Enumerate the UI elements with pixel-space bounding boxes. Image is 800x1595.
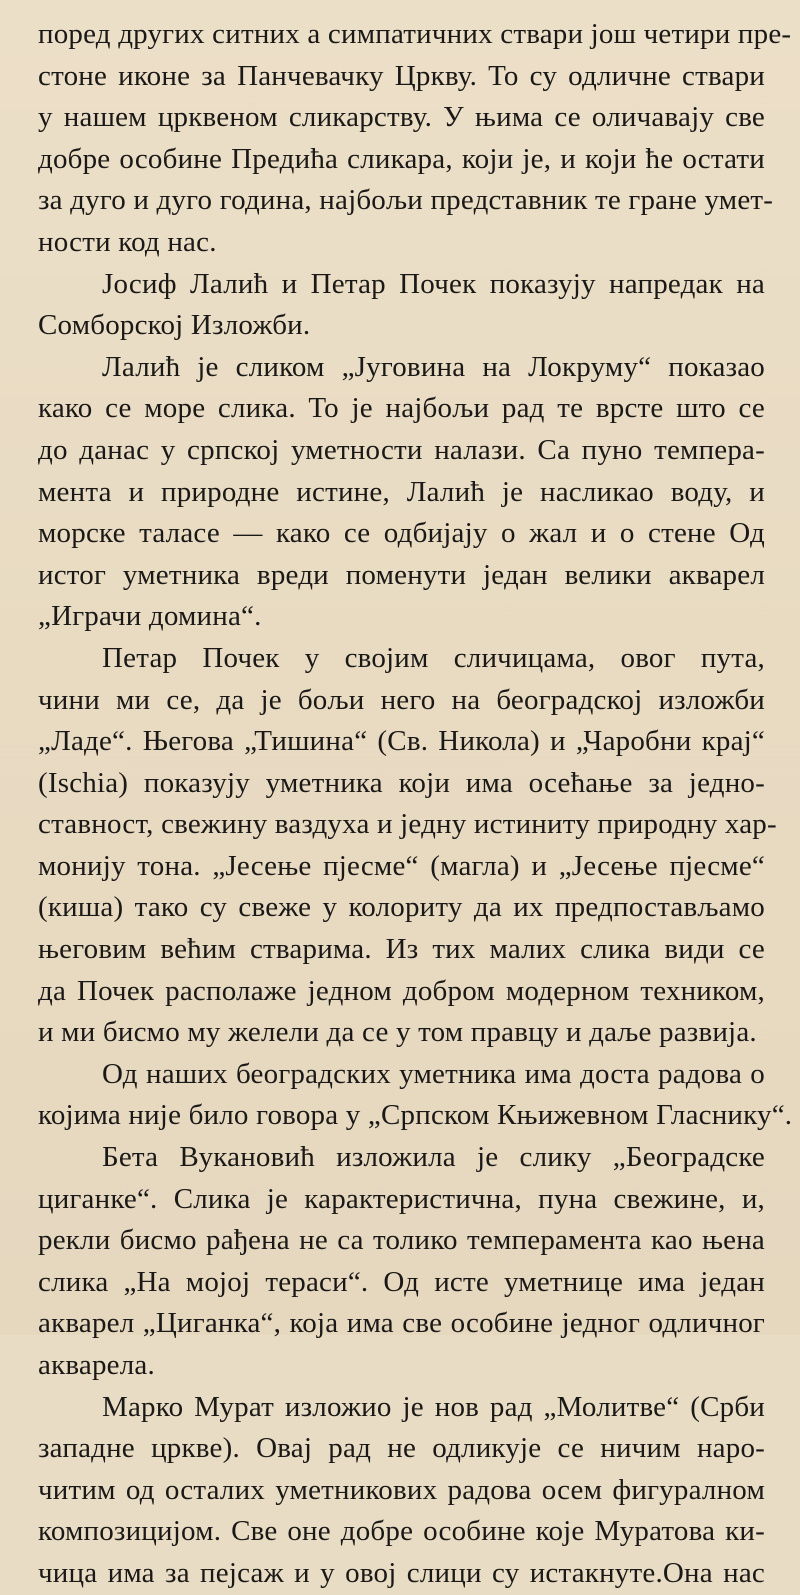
text-line: Лалић је сликом „Југовина на Локруму“ показао — [102, 350, 765, 383]
text-line: како се море слика. То је најбољи рад те врсте што се — [38, 392, 765, 425]
text-line: Од наших београдских уметника има доста радова о — [102, 1057, 765, 1090]
text-line: за дуго и дуго година, најбољи представник те гране умет- — [38, 184, 774, 217]
text-line: (киша) тако су свеже у колориту да их предпостављамо — [38, 891, 765, 924]
text-line: до данас у српској уметности налази. Са пуно темпера- — [38, 433, 765, 466]
text-line: истог уметника вреди поменути један велики акварел — [38, 558, 765, 591]
page-text-body — [0, 14, 800, 1595]
text-line: Сомборској Изложби. — [38, 309, 311, 342]
text-line: „Играчи домина“. — [38, 600, 262, 633]
text-line: (Ischia) показују уметника који има осећање за једно- — [38, 766, 765, 799]
text-line: ности код нас. — [38, 225, 217, 258]
text-line: морске таласе — како се одбијају о жал и о стене Од — [38, 517, 765, 550]
text-line: западне цркве). Овај рад не одликује се ничим наро- — [38, 1432, 765, 1465]
text-line: чини ми се, да је бољи него на београдској изложби — [38, 683, 765, 716]
text-line: да Почек располаже једном добром модерном техником, — [38, 974, 765, 1007]
text-line: акварел „Циганка“, која има све особине једног одличног — [38, 1307, 765, 1340]
text-line: „Ладе“. Његова „Тишина“ (Св. Никола) и „Чаробни крај“ — [38, 725, 765, 758]
text-line: стоне иконе за Панчевачку Цркву. То су одличне ствари — [38, 59, 765, 92]
text-line: монију тона. „Јесење пјесме“ (магла) и „Јесење пјесме“ — [38, 849, 765, 882]
text-line: Јосиф Лалић и Петар Почек показују напредак на — [102, 267, 765, 300]
text-line: слика „На мојој тераси“. Од исте уметнице има један — [38, 1265, 765, 1298]
text-line: мента и природне истине, Лалић је насликао воду, и — [38, 475, 765, 508]
text-line: поред других ситних а симпатичних ствари још четири пре- — [38, 18, 792, 50]
text-line: Марко Мурат изложио је нов рад „Молитве“ (Срби — [102, 1390, 765, 1423]
text-line: ставност, свежину ваздуха и једну истиниту природну хар- — [38, 808, 777, 841]
text-line: чица има за пејсаж и у овој слици су истакнуте.Она нас — [38, 1556, 765, 1589]
text-line: добре особине Предића сликара, који је, и који ће остати — [38, 142, 765, 175]
text-line: акварела. — [38, 1349, 155, 1381]
text-line: композицијом. Све оне добре особине које Муратова ки- — [38, 1515, 765, 1548]
text-line: којима није било говора у „Српском Књижевном Гласнику“. — [38, 1099, 793, 1132]
text-line: рекли бисмо рађена не са толико темперамента као њена — [38, 1224, 765, 1257]
text-line: његовим већим стварима. Из тих малих слика види се — [38, 933, 765, 966]
text-line: читим од осталих уметникових радова осем фигуралном — [38, 1473, 765, 1506]
text-line: циганке“. Слика је карактеристична, пуна свежине, и, — [38, 1182, 765, 1215]
text-line: Бета Вукановић изложила је слику „Београдске — [102, 1141, 765, 1174]
text-line: Петар Почек у својим сличицама, овог пута, — [102, 641, 765, 674]
text-line: и ми бисмо му желели да се у том правцу и даље развија. — [38, 1016, 757, 1049]
text-line: у нашем црквеном сликарству. У њима се оличавају све — [38, 101, 765, 134]
